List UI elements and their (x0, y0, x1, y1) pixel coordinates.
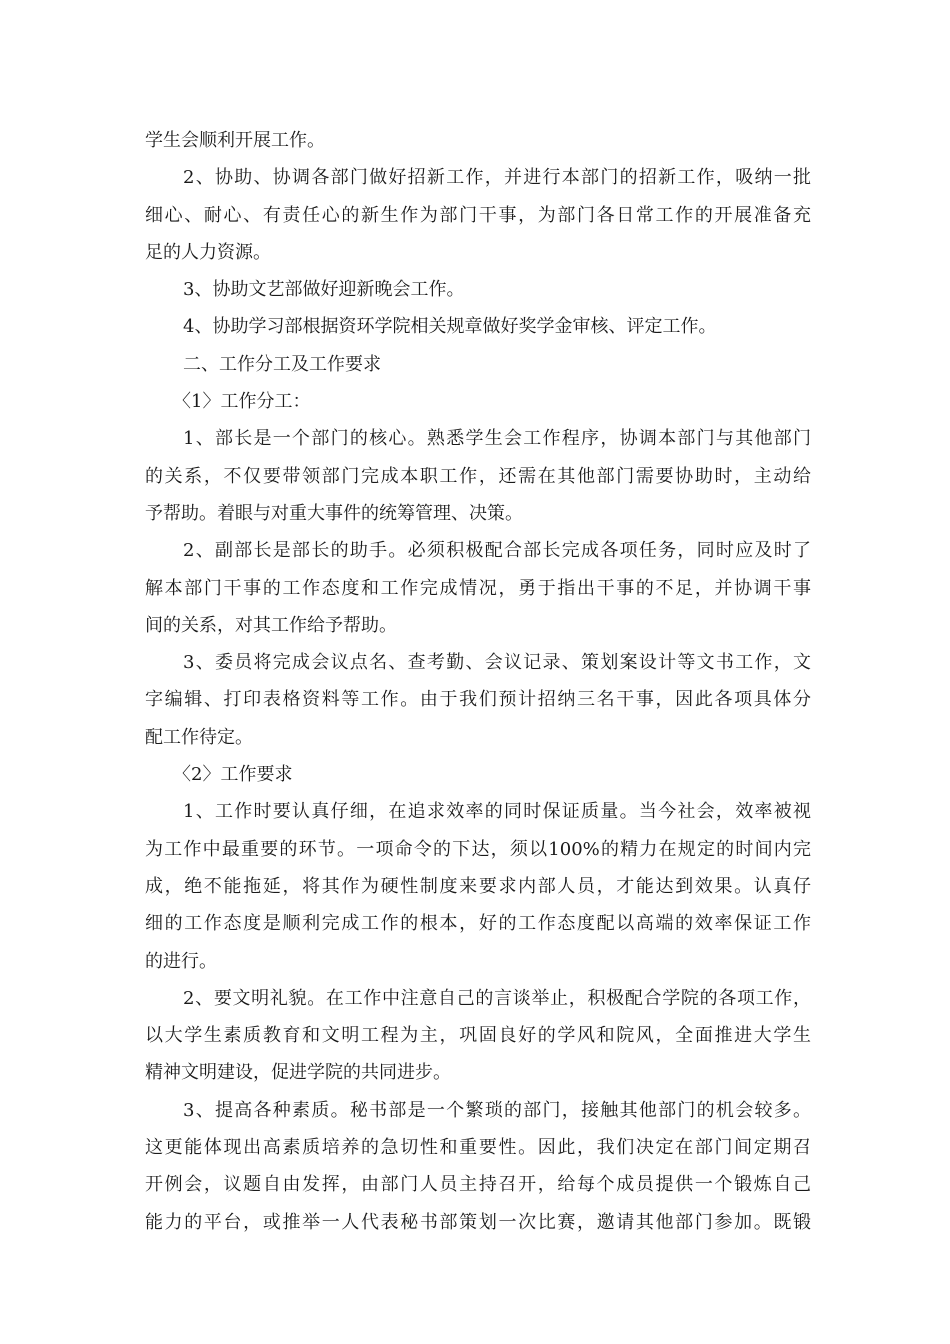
text-line: 间的关系，对其工作给予帮助。 (145, 614, 397, 636)
document-body (145, 122, 811, 1241)
text-line: 3、委员将完成会议点名、查考勤、会议记录、策划案设计等文书工作，文 (183, 652, 811, 674)
text-line: 细的工作态度是顺利完成工作的根本，好的工作态度配以高端的效率保证工作 (145, 913, 811, 935)
section-heading: 二、工作分工及工作要求 (183, 353, 381, 375)
text-line: 1、部长是一个部门的核心。熟悉学生会工作程序，协调本部门与其他部门 (183, 428, 811, 450)
text-line: 这更能体现出高素质培养的急切性和重要性。因此，我们决定在部门间定期召 (145, 1137, 811, 1159)
text-line: 予帮助。着眼与对重大事件的统筹管理、决策。 (145, 502, 523, 524)
text-line: 2、要文明礼貌。在工作中注意自己的言谈举止，积极配合学院的各项工作， (183, 987, 811, 1009)
text-line: 细心、耐心、有责任心的新生作为部门干事，为部门各日常工作的开展准备充 (145, 204, 811, 226)
text-line: 3、提高各种素质。秘书部是一个繁琐的部门，接触其他部门的机会较多。 (183, 1099, 811, 1121)
text-line: 配工作待定。 (145, 726, 253, 748)
text-line: 成，绝不能拖延，将其作为硬性制度来要求内部人员，才能达到效果。认真仔 (145, 875, 811, 897)
text-line: 3、协助文艺部做好迎新晚会工作。 (183, 279, 465, 301)
text-line: 2、协助、协调各部门做好招新工作，并进行本部门的招新工作，吸纳一批 (183, 167, 811, 189)
text-line: 以大学生素质教育和文明工程为主，巩固良好的学风和院风，全面推进大学生 (145, 1025, 811, 1047)
text-line: 为工作中最重要的环节。一项命令的下达，须以100%的精力在规定的时间内完 (145, 838, 811, 860)
text-line: 的进行。 (145, 950, 217, 972)
text-line: 能力的平台，或推举一人代表秘书部策划一次比赛，邀请其他部门参加。既锻 (145, 1211, 811, 1233)
text-line: 解本部门干事的工作态度和工作完成情况，勇于指出干事的不足，并协调干事 (145, 577, 811, 599)
subsection-heading: 〈1〉工作分工： (173, 391, 311, 413)
text-line: 足的人力资源。 (145, 241, 271, 263)
text-line: 精神文明建设，促进学院的共同进步。 (145, 1062, 451, 1084)
text-line: 4、协助学习部根据资环学院相关规章做好奖学金审核、评定工作。 (183, 316, 717, 338)
text-line: 开例会，议题自由发挥，由部门人员主持召开，给每个成员提供一个锻炼自己 (145, 1174, 811, 1196)
text-line: 字编辑、打印表格资料等工作。由于我们预计招纳三名干事，因此各项具体分 (145, 689, 811, 711)
text-line: 学生会顺利开展工作。 (145, 130, 325, 151)
text-line: 2、副部长是部长的助手。必须积极配合部长完成各项任务，同时应及时了 (183, 540, 811, 562)
text-line: 的关系，不仅要带领部门完成本职工作，还需在其他部门需要协助时，主动给 (145, 465, 811, 487)
text-line: 1、工作时要认真仔细，在追求效率的同时保证质量。当今社会，效率被视 (183, 801, 811, 823)
subsection-heading: 〈2〉工作要求 (173, 764, 293, 786)
